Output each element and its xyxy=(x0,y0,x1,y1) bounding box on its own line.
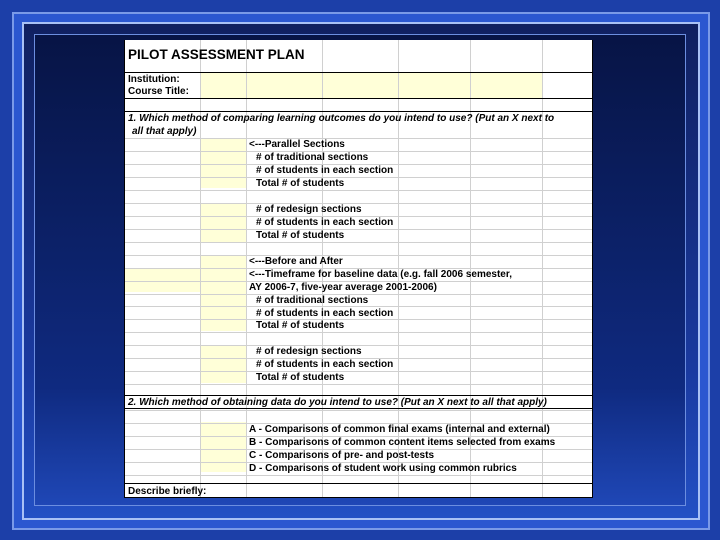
grid-column-line xyxy=(246,40,247,498)
option-b-label: B - Comparisons of common content items selected from exams xyxy=(249,437,556,448)
institution-label: Institution: xyxy=(128,74,180,85)
table-right-border xyxy=(592,40,593,498)
course-title-label: Course Title: xyxy=(128,86,189,97)
option-c-label: C - Comparisons of pre- and post-tests xyxy=(249,450,435,461)
grid-row-line xyxy=(124,138,593,139)
course-title-input-cell[interactable] xyxy=(200,85,542,98)
grid-row-line xyxy=(124,255,593,256)
baseline-timeframe-input-cell[interactable] xyxy=(124,268,200,292)
data-method-mark-cell[interactable] xyxy=(200,422,246,472)
traditional-sections-label: # of traditional sections xyxy=(256,295,369,306)
q1-top-border xyxy=(124,111,593,112)
title-bottom-border xyxy=(124,72,593,73)
grid-row-line xyxy=(124,371,593,372)
before-after-label: <---Before and After xyxy=(249,256,343,267)
total-students-label: Total # of students xyxy=(256,178,345,189)
question-1-line-1: 1. Which method of comparing learning outcomes do you intend to use? (Put an X next to xyxy=(128,113,555,124)
parallel-sections-mark-cell[interactable] xyxy=(200,138,246,188)
grid-row-line xyxy=(124,384,593,385)
grid-row-line xyxy=(124,190,593,191)
course-title-bottom-border xyxy=(124,98,593,99)
grid-row-line xyxy=(124,177,593,178)
students-per-section-label: # of students in each section xyxy=(256,359,394,370)
describe-top-border xyxy=(124,483,593,484)
redesign-sections-label: # of redesign sections xyxy=(256,346,362,357)
grid-row-line xyxy=(124,229,593,230)
question-2: 2. Which method of obtaining data do you intend to use? (Put an X next to all that apply) xyxy=(128,397,547,408)
grid-row-line xyxy=(124,410,593,411)
traditional-sections-label: # of traditional sections xyxy=(256,152,369,163)
option-a-label: A - Comparisons of common final exams (internal and external) xyxy=(249,424,550,435)
parallel-redesign-input-cell[interactable] xyxy=(200,203,246,242)
timeframe-label-line-2: AY 2006-7, five-year average 2001-2006) xyxy=(249,282,437,293)
students-per-section-label: # of students in each section xyxy=(256,165,394,176)
assessment-plan-sheet xyxy=(124,40,593,498)
question-1-line-2: all that apply) xyxy=(132,126,197,137)
grid-row-line xyxy=(124,242,593,243)
total-students-label: Total # of students xyxy=(256,372,345,383)
before-after-redesign-input-cell[interactable] xyxy=(200,345,246,383)
students-per-section-label: # of students in each section xyxy=(256,308,394,319)
grid-row-line xyxy=(124,475,593,476)
total-students-label: Total # of students xyxy=(256,230,345,241)
option-d-label: D - Comparisons of student work using common rubrics xyxy=(249,463,517,474)
page-title: PILOT ASSESSMENT PLAN xyxy=(128,47,305,62)
institution-input-cell[interactable] xyxy=(200,72,542,85)
grid-row-line xyxy=(124,332,593,333)
total-students-label: Total # of students xyxy=(256,320,345,331)
timeframe-label-line-1: <---Timeframe for baseline data (e.g. fall 2006 semester, xyxy=(249,269,512,280)
table-left-border xyxy=(124,40,125,498)
grid-column-line xyxy=(200,40,201,498)
redesign-sections-label: # of redesign sections xyxy=(256,204,362,215)
parallel-sections-label: <---Parallel Sections xyxy=(249,139,345,150)
students-per-section-label: # of students in each section xyxy=(256,217,394,228)
q2-top-border xyxy=(124,395,593,396)
describe-briefly-label: Describe briefly: xyxy=(128,486,207,497)
